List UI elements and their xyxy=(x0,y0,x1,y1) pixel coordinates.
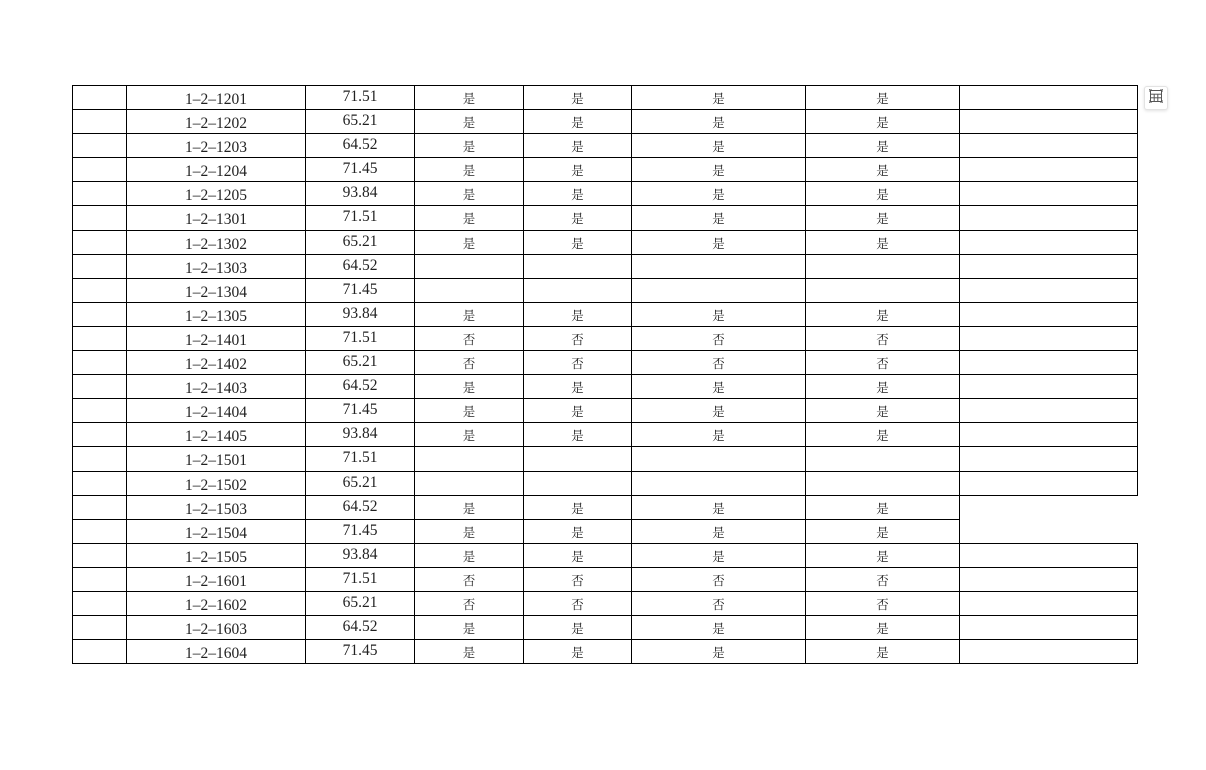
check-b-cell: 是 xyxy=(523,205,632,230)
area-cell: 71.45 xyxy=(305,519,415,544)
check-d-cell: 否 xyxy=(805,567,960,592)
area-cell: 64.52 xyxy=(305,254,415,279)
row-blank-cell xyxy=(72,278,127,303)
check-b-cell xyxy=(523,446,632,471)
check-c-cell: 是 xyxy=(631,495,806,520)
remark-cell xyxy=(959,398,1138,423)
remark-cell xyxy=(959,471,1138,496)
unit-number-cell: 1–2–1503 xyxy=(126,495,306,520)
remark-cell xyxy=(959,230,1138,255)
row-blank-cell xyxy=(72,398,127,423)
table-row xyxy=(72,374,1138,398)
unit-number-cell: 1–2–1504 xyxy=(126,519,306,544)
area-cell: 71.51 xyxy=(305,85,415,110)
check-c-cell: 是 xyxy=(631,109,806,134)
check-d-cell: 是 xyxy=(805,615,960,640)
row-blank-cell xyxy=(72,615,127,640)
check-d-cell: 是 xyxy=(805,639,960,664)
unit-number-cell: 1–2–1402 xyxy=(126,350,306,375)
area-cell: 71.45 xyxy=(305,398,415,423)
row-blank-cell xyxy=(72,302,127,327)
check-c-cell: 是 xyxy=(631,398,806,423)
check-b-cell: 是 xyxy=(523,398,632,423)
row-blank-cell xyxy=(72,109,127,134)
row-blank-cell xyxy=(72,205,127,230)
table-row xyxy=(72,495,1138,519)
remark-cell xyxy=(959,591,1138,616)
unit-number-cell: 1–2–1305 xyxy=(126,302,306,327)
row-blank-cell xyxy=(72,519,127,544)
check-a-cell: 否 xyxy=(414,591,524,616)
row-blank-cell xyxy=(72,374,127,399)
check-b-cell: 是 xyxy=(523,519,632,544)
row-blank-cell xyxy=(72,422,127,447)
unit-number-cell: 1–2–1502 xyxy=(126,471,306,496)
table-row xyxy=(72,254,1138,278)
check-b-cell: 是 xyxy=(523,495,632,520)
check-c-cell: 否 xyxy=(631,326,806,351)
row-blank-cell xyxy=(72,230,127,255)
unit-number-cell: 1–2–1303 xyxy=(126,254,306,279)
row-blank-cell xyxy=(72,254,127,279)
check-a-cell: 是 xyxy=(414,374,524,399)
check-d-cell: 否 xyxy=(805,326,960,351)
remark-cell xyxy=(959,302,1138,327)
check-d-cell xyxy=(805,278,960,303)
unit-number-cell: 1–2–1304 xyxy=(126,278,306,303)
unit-number-cell: 1–2–1301 xyxy=(126,205,306,230)
unit-number-cell: 1–2–1601 xyxy=(126,567,306,592)
check-d-cell: 是 xyxy=(805,205,960,230)
table-row xyxy=(72,446,1138,470)
data-table xyxy=(72,85,1138,663)
table-row xyxy=(72,591,1138,615)
check-b-cell: 是 xyxy=(523,422,632,447)
table-row xyxy=(72,422,1138,446)
table-row xyxy=(72,471,1138,495)
check-b-cell: 是 xyxy=(523,615,632,640)
unit-number-cell: 1–2–1302 xyxy=(126,230,306,255)
table-row xyxy=(72,230,1138,254)
check-b-cell: 是 xyxy=(523,181,632,206)
remark-cell xyxy=(959,422,1138,447)
check-d-cell: 是 xyxy=(805,109,960,134)
check-c-cell: 是 xyxy=(631,133,806,158)
check-d-cell: 是 xyxy=(805,157,960,182)
check-b-cell: 是 xyxy=(523,157,632,182)
check-b-cell: 否 xyxy=(523,591,632,616)
check-c-cell: 是 xyxy=(631,157,806,182)
table-row xyxy=(72,398,1138,422)
check-b-cell: 是 xyxy=(523,133,632,158)
row-blank-cell xyxy=(72,446,127,471)
check-a-cell: 否 xyxy=(414,567,524,592)
row-blank-cell xyxy=(72,471,127,496)
table-select-icon xyxy=(1149,89,1163,108)
row-blank-cell xyxy=(72,133,127,158)
remark-cell xyxy=(959,567,1138,592)
row-blank-cell xyxy=(72,495,127,520)
unit-number-cell: 1–2–1405 xyxy=(126,422,306,447)
check-d-cell: 是 xyxy=(805,85,960,110)
remark-cell xyxy=(959,374,1138,399)
check-d-cell: 是 xyxy=(805,422,960,447)
check-a-cell: 是 xyxy=(414,205,524,230)
unit-number-cell: 1–2–1202 xyxy=(126,109,306,134)
check-c-cell: 是 xyxy=(631,543,806,568)
area-cell: 71.45 xyxy=(305,639,415,664)
remark-cell xyxy=(959,133,1138,158)
check-b-cell: 否 xyxy=(523,350,632,375)
check-a-cell: 是 xyxy=(414,157,524,182)
check-a-cell: 是 xyxy=(414,109,524,134)
unit-number-cell: 1–2–1401 xyxy=(126,326,306,351)
table-row xyxy=(72,326,1138,350)
check-a-cell: 是 xyxy=(414,133,524,158)
check-a-cell: 是 xyxy=(414,230,524,255)
check-a-cell: 是 xyxy=(414,302,524,327)
area-cell: 64.52 xyxy=(305,615,415,640)
row-blank-cell xyxy=(72,157,127,182)
check-d-cell xyxy=(805,446,960,471)
check-c-cell xyxy=(631,471,806,496)
check-a-cell: 是 xyxy=(414,398,524,423)
check-b-cell: 否 xyxy=(523,567,632,592)
table-row xyxy=(72,350,1138,374)
check-d-cell: 是 xyxy=(805,181,960,206)
check-c-cell: 是 xyxy=(631,205,806,230)
remark-cell xyxy=(959,350,1138,375)
check-d-cell: 是 xyxy=(805,495,960,520)
check-c-cell: 否 xyxy=(631,567,806,592)
unit-number-cell: 1–2–1603 xyxy=(126,615,306,640)
area-cell: 65.21 xyxy=(305,591,415,616)
unit-number-cell: 1–2–1602 xyxy=(126,591,306,616)
check-b-cell xyxy=(523,254,632,279)
remark-cell xyxy=(959,278,1138,303)
row-blank-cell xyxy=(72,591,127,616)
check-a-cell: 是 xyxy=(414,85,524,110)
check-d-cell: 否 xyxy=(805,591,960,616)
row-blank-cell xyxy=(72,326,127,351)
row-blank-cell xyxy=(72,181,127,206)
area-cell: 65.21 xyxy=(305,350,415,375)
unit-number-cell: 1–2–1604 xyxy=(126,639,306,664)
check-b-cell: 是 xyxy=(523,85,632,110)
check-a-cell: 是 xyxy=(414,519,524,544)
remark-cell xyxy=(959,326,1138,351)
area-cell: 71.51 xyxy=(305,326,415,351)
check-d-cell: 是 xyxy=(805,302,960,327)
area-cell: 65.21 xyxy=(305,230,415,255)
check-c-cell: 否 xyxy=(631,591,806,616)
check-c-cell: 是 xyxy=(631,374,806,399)
unit-number-cell: 1–2–1501 xyxy=(126,446,306,471)
area-cell: 71.51 xyxy=(305,205,415,230)
check-a-cell: 是 xyxy=(414,495,524,520)
table-row xyxy=(72,543,1138,567)
area-cell: 71.45 xyxy=(305,157,415,182)
table-row xyxy=(72,615,1138,639)
check-c-cell: 是 xyxy=(631,639,806,664)
unit-number-cell: 1–2–1203 xyxy=(126,133,306,158)
row-blank-cell xyxy=(72,85,127,110)
table-row xyxy=(72,181,1138,205)
table-select-button[interactable] xyxy=(1144,86,1168,110)
check-c-cell: 是 xyxy=(631,85,806,110)
unit-number-cell: 1–2–1404 xyxy=(126,398,306,423)
check-d-cell: 是 xyxy=(805,133,960,158)
table-row xyxy=(72,278,1138,302)
table-row xyxy=(72,567,1138,591)
remark-cell xyxy=(959,85,1138,110)
check-b-cell: 是 xyxy=(523,639,632,664)
table-row xyxy=(72,157,1138,181)
check-c-cell: 是 xyxy=(631,230,806,255)
row-blank-cell xyxy=(72,543,127,568)
check-c-cell xyxy=(631,254,806,279)
row-blank-cell xyxy=(72,567,127,592)
remark-cell xyxy=(959,109,1138,134)
check-d-cell xyxy=(805,254,960,279)
unit-number-cell: 1–2–1205 xyxy=(126,181,306,206)
unit-number-cell: 1–2–1505 xyxy=(126,543,306,568)
check-b-cell xyxy=(523,471,632,496)
remark-cell xyxy=(959,157,1138,182)
check-d-cell: 是 xyxy=(805,230,960,255)
check-b-cell: 是 xyxy=(523,374,632,399)
check-d-cell xyxy=(805,471,960,496)
check-b-cell: 否 xyxy=(523,326,632,351)
check-a-cell: 是 xyxy=(414,639,524,664)
check-a-cell: 否 xyxy=(414,350,524,375)
area-cell: 64.52 xyxy=(305,374,415,399)
check-d-cell: 是 xyxy=(805,374,960,399)
check-b-cell: 是 xyxy=(523,230,632,255)
check-b-cell: 是 xyxy=(523,302,632,327)
area-cell: 71.51 xyxy=(305,446,415,471)
area-cell: 64.52 xyxy=(305,133,415,158)
table-row xyxy=(72,519,1138,543)
area-cell: 93.84 xyxy=(305,302,415,327)
area-cell: 93.84 xyxy=(305,181,415,206)
remark-cell xyxy=(959,543,1138,568)
area-cell: 65.21 xyxy=(305,471,415,496)
remark-cell xyxy=(959,615,1138,640)
check-c-cell xyxy=(631,446,806,471)
area-cell: 64.52 xyxy=(305,495,415,520)
remark-cell xyxy=(959,639,1138,664)
check-c-cell: 是 xyxy=(631,422,806,447)
table-row xyxy=(72,205,1138,229)
row-blank-cell xyxy=(72,639,127,664)
unit-number-cell: 1–2–1201 xyxy=(126,85,306,110)
check-a-cell xyxy=(414,471,524,496)
check-a-cell: 是 xyxy=(414,615,524,640)
check-d-cell: 否 xyxy=(805,350,960,375)
remark-cell xyxy=(959,205,1138,230)
table-row xyxy=(72,85,1138,109)
check-d-cell: 是 xyxy=(805,398,960,423)
table-row xyxy=(72,133,1138,157)
check-a-cell xyxy=(414,278,524,303)
check-a-cell: 是 xyxy=(414,422,524,447)
remark-cell xyxy=(959,446,1138,471)
check-a-cell: 是 xyxy=(414,181,524,206)
table-row xyxy=(72,639,1138,663)
remark-cell xyxy=(959,254,1138,279)
remark-cell xyxy=(959,181,1138,206)
area-cell: 93.84 xyxy=(305,543,415,568)
check-c-cell xyxy=(631,278,806,303)
check-a-cell xyxy=(414,254,524,279)
check-c-cell: 是 xyxy=(631,519,806,544)
table-row xyxy=(72,109,1138,133)
row-blank-cell xyxy=(72,350,127,375)
check-a-cell: 是 xyxy=(414,543,524,568)
check-c-cell: 是 xyxy=(631,302,806,327)
unit-number-cell: 1–2–1403 xyxy=(126,374,306,399)
check-b-cell xyxy=(523,278,632,303)
check-c-cell: 否 xyxy=(631,350,806,375)
check-c-cell: 是 xyxy=(631,181,806,206)
area-cell: 71.45 xyxy=(305,278,415,303)
table-row xyxy=(72,302,1138,326)
check-d-cell: 是 xyxy=(805,543,960,568)
area-cell: 65.21 xyxy=(305,109,415,134)
area-cell: 71.51 xyxy=(305,567,415,592)
check-a-cell xyxy=(414,446,524,471)
unit-number-cell: 1–2–1204 xyxy=(126,157,306,182)
check-b-cell: 是 xyxy=(523,109,632,134)
check-c-cell: 是 xyxy=(631,615,806,640)
check-d-cell: 是 xyxy=(805,519,960,544)
check-a-cell: 否 xyxy=(414,326,524,351)
check-b-cell: 是 xyxy=(523,543,632,568)
area-cell: 93.84 xyxy=(305,422,415,447)
